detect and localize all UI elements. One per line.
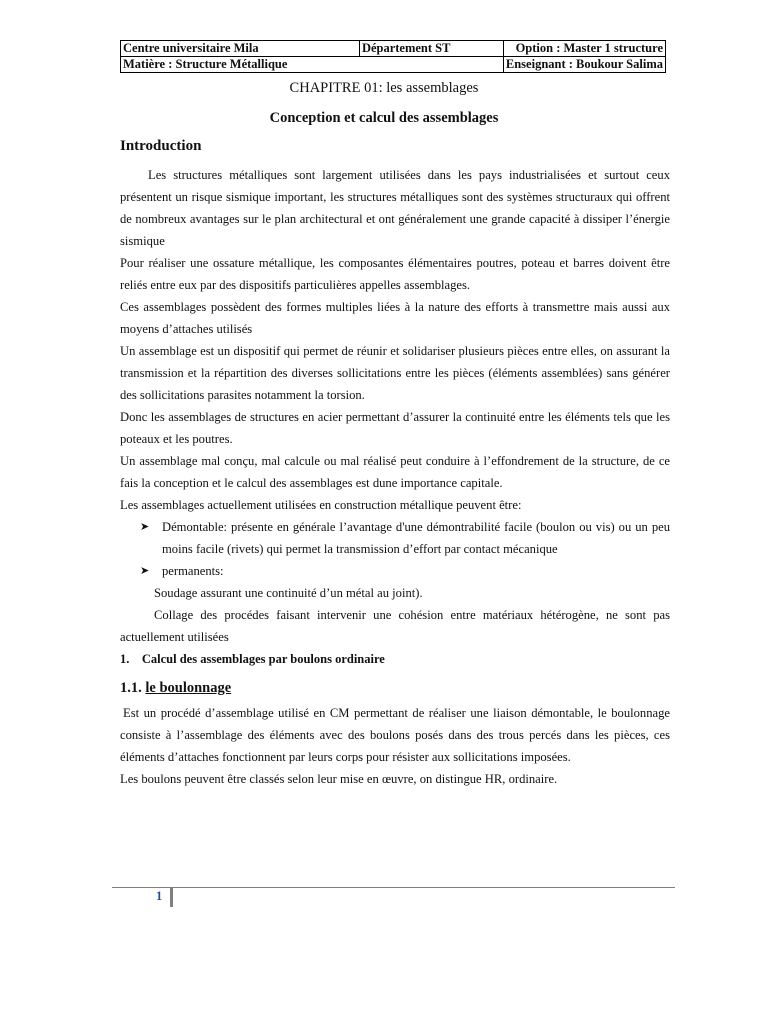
institution-name: Centre universitaire Mila xyxy=(121,41,360,57)
page-number: 1 xyxy=(156,889,163,903)
paragraph: Ces assemblages possèdent des formes multiples liées à la nature des efforts à transmettre mais aussi aux moyens d’attaches utilisés xyxy=(120,300,670,336)
section-heading-1-1 xyxy=(120,680,231,697)
section-title: Calcul des assemblages par boulons ordinaire xyxy=(141,652,385,666)
chapter-subtitle: Conception et calcul des assemblages xyxy=(269,110,499,126)
section-heading-1 xyxy=(120,652,385,667)
paragraph: Les assemblages actuellement utilisées en construction métallique peuvent être: xyxy=(120,498,522,512)
arrow-bullet-icon: ➤ xyxy=(140,521,150,533)
section-1-1-body xyxy=(120,702,670,790)
department-name: Département ST xyxy=(359,41,503,57)
arrow-bullet-icon: ➤ xyxy=(140,565,150,577)
section-number: 1.1. xyxy=(120,680,142,696)
sub-item: Collage des procédes faisant intervenir une cohésion entre matériaux hétérogène, ne sont pas actuellement utilisées xyxy=(120,608,670,644)
paragraph: Les structures métalliques sont largement utilisées dans les pays industrialisées et surtout ceux présentent un risque sismique important, les structures métalliques sont des systèmes structuraux qui offrent de nombreux avantages sur le plan architectural et ont généralement une grande capacité à dissiper l’énergie sismique xyxy=(120,168,670,248)
list-item xyxy=(120,560,670,582)
chapter-title: CHAPITRE 01: les assemblages xyxy=(289,80,479,96)
paragraph: Donc les assemblages de structures en acier permettant d’assurer la continuité entre les éléments tels que les poteaux et les poutres. xyxy=(120,410,670,446)
footer-bar xyxy=(170,888,173,907)
bullet-list xyxy=(120,516,670,582)
bullet-text: Démontable: présente en générale l’avantage d'une démontrabilité facile (boulon ou vis) ou un peu moins facile (rivets) qui permet la transmission d’effort par contact mécanique xyxy=(162,520,670,556)
teacher-label: Enseignant : Boukour Salima xyxy=(503,57,665,73)
document-header xyxy=(120,40,666,73)
section-number: 1. xyxy=(120,652,130,666)
footer-divider xyxy=(112,887,675,888)
bullet-text: permanents: xyxy=(162,564,224,578)
subject-label: Matière : Structure Métallique xyxy=(121,57,504,73)
paragraph: Un assemblage est un dispositif qui permet de réunir et solidariser plusieurs pièces entre elles, on assurant la transmission et la répartition des diverses sollicitations entre les pièces (éléments assemblées) sans générer des sollicitations parasites notamment la torsion. xyxy=(120,344,670,402)
list-item xyxy=(120,516,670,560)
intro-body xyxy=(120,164,670,648)
paragraph: Pour réaliser une ossature métallique, les composantes élémentaires poutres, poteau et barres doivent être reliés entre eux par des dispositifs particulières appelles assemblages. xyxy=(120,256,670,292)
option-label: Option : Master 1 structure xyxy=(503,41,665,57)
paragraph: Un assemblage mal conçu, mal calcule ou mal réalisé peut conduire à l’effondrement de la structure, de ce fais la conception et le calcul des assemblages est dune importance capitale. xyxy=(120,454,670,490)
sub-item: Soudage assurant une continuité d’un métal au joint). xyxy=(154,586,423,600)
paragraph: Est un procédé d’assemblage utilisé en CM permettant de réaliser une liaison démontable, le boulonnage consiste à l’assemblage des éléments avec des boulons posés dans des trous percés dans les pièces, ces éléments d’attaches fonctionnent par leurs corps pour résister aux sollicitations imposées. xyxy=(120,706,670,764)
section-title: le boulonnage xyxy=(145,680,232,696)
paragraph: Les boulons peuvent être classés selon leur mise en œuvre, on distingue HR, ordinaire. xyxy=(120,772,558,786)
intro-heading: Introduction xyxy=(120,138,202,154)
